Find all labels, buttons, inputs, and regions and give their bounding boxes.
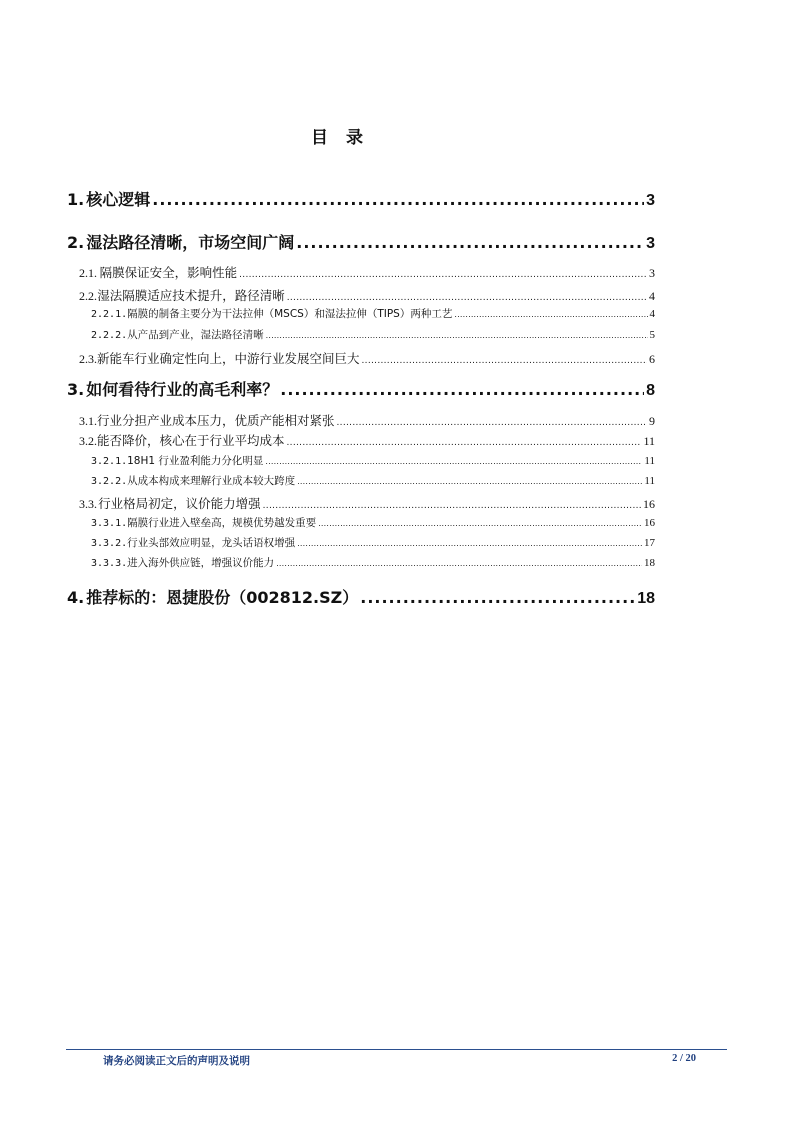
toc-entry-number: 1.: [67, 190, 85, 209]
toc-dot-leader: [263, 501, 641, 511]
toc-entry-number: 3.2.: [79, 434, 97, 448]
toc-entry-title: 能否降价，核心在于行业平均成本: [97, 433, 285, 448]
toc-entry-number: 3.2.2.: [91, 476, 128, 487]
toc-dot-leader: [297, 539, 642, 548]
toc-entry-level-3[interactable]: [91, 473, 655, 488]
toc-entry-page: 6: [649, 352, 655, 366]
toc-entry-level-3[interactable]: [91, 515, 655, 530]
toc-entry-level-3[interactable]: [91, 535, 655, 550]
toc-entry-page: 3: [649, 266, 655, 280]
toc-entry-level-3[interactable]: [91, 453, 655, 468]
toc-entry-title: 核心逻辑: [86, 190, 151, 209]
toc-entry-title: 进入海外供应链，增强议价能力: [127, 557, 275, 569]
toc-entry-level-1[interactable]: [67, 377, 655, 400]
toc-entry-title: 18H1 行业盈利能力分化明显: [127, 455, 264, 467]
toc-entry-number: 2.2.2.: [91, 330, 128, 341]
toc-dot-leader: [276, 559, 642, 568]
toc-dot-leader: [280, 380, 644, 399]
toc-dot-leader: [287, 293, 647, 303]
toc-entry-page: 16: [644, 517, 655, 529]
toc-entry-number: 3.1.: [79, 414, 97, 428]
toc-dot-leader: [318, 519, 642, 528]
toc-dot-leader: [337, 418, 647, 428]
toc-entry-page: 17: [644, 537, 655, 549]
toc-dot-leader: [287, 438, 642, 448]
toc-entry-title: 隔膜行业进入壁垒高，规模优势越发重要: [127, 517, 317, 529]
toc-entry-number: 4.: [67, 588, 85, 607]
toc-entry-number: 3.: [67, 380, 85, 399]
toc-entry-title: 从成本构成来理解行业成本较大跨度: [127, 475, 296, 487]
toc-entry-title: 行业分担产业成本压力，优质产能相对紧张: [97, 413, 335, 428]
toc-entry-title: 隔膜的制备主要分为干法拉伸（MSCS）和湿法拉伸（TIPS）两种工艺: [127, 308, 453, 320]
toc-entry-page: 3: [646, 192, 655, 209]
toc-entry-number: 2.2.: [79, 289, 97, 303]
toc-entry-level-1[interactable]: [67, 230, 655, 253]
toc-entry-page: 11: [643, 434, 655, 448]
toc-entry-title: 从产品到产业，湿法路径清晰: [127, 329, 264, 341]
toc-entry-page: 3: [646, 235, 655, 252]
toc-dot-leader: [266, 331, 648, 340]
toc-dot-leader: [297, 477, 642, 486]
toc-entry-title: 湿法路径清晰，市场空间广阔: [86, 233, 295, 252]
toc-entry-page: 18: [644, 557, 655, 569]
footer-page-number: 2 / 20: [672, 1053, 696, 1064]
toc-entry-number: 3.3.3.: [91, 558, 128, 569]
toc-entry-title: 如何看待行业的高毛利率？: [86, 380, 279, 399]
toc-entry-page: 9: [649, 414, 655, 428]
toc-entry-level-2[interactable]: [79, 349, 655, 367]
toc-entry-number: 2.3.: [79, 352, 97, 366]
toc-entry-number: 2.: [67, 233, 85, 252]
toc-entry-page: 4: [649, 308, 655, 320]
toc-entry-level-1[interactable]: [67, 585, 655, 608]
toc-entry-number: 2.1.: [79, 266, 97, 280]
toc-entry-page: 4: [649, 289, 655, 303]
toc-entry-page: 11: [644, 475, 655, 487]
toc-entry-level-3[interactable]: [91, 306, 655, 321]
toc-entry-page: 16: [643, 497, 655, 511]
toc-entry-number: 3.3.1.: [91, 518, 128, 529]
toc-entry-page: 18: [637, 590, 655, 607]
toc-entry-number: 2.2.1.: [91, 309, 128, 320]
toc-entry-title: 推荐标的：恩捷股份（002812.SZ）: [86, 588, 359, 607]
toc-entry-level-1[interactable]: [67, 187, 655, 210]
footer-disclaimer: 请务必阅读正文后的声明及说明: [103, 1055, 250, 1067]
toc-dot-leader: [360, 588, 635, 607]
toc-entry-number: 3.3.: [79, 497, 97, 511]
toc-entry-level-2[interactable]: [79, 263, 655, 281]
toc-entry-page: 11: [644, 455, 655, 467]
toc-entry-level-2[interactable]: [79, 431, 655, 449]
toc-entry-level-2[interactable]: [79, 494, 655, 512]
toc-entry-number: 3.3.2.: [91, 538, 128, 549]
toc-entry-title: 行业头部效应明显，龙头话语权增强: [127, 537, 296, 549]
toc-dot-leader: [239, 270, 647, 280]
toc-dot-leader: [454, 310, 647, 319]
toc-entry-level-3[interactable]: [91, 327, 655, 342]
footer-divider: [66, 1049, 727, 1050]
toc-entry-title: 隔膜保证安全，影响性能: [99, 265, 238, 280]
toc-dot-leader: [265, 457, 642, 466]
toc-dot-leader: [296, 233, 644, 252]
toc-title: 目 录: [311, 128, 369, 148]
toc-entry-page: 8: [646, 382, 655, 399]
toc-entry-page: 5: [649, 329, 655, 341]
toc-entry-title: 湿法隔膜适应技术提升，路径清晰: [97, 288, 285, 303]
toc-entry-title: 行业格局初定，议价能力增强: [98, 496, 261, 511]
toc-dot-leader: [152, 190, 644, 209]
toc-dot-leader: [362, 356, 647, 366]
toc-entry-title: 新能车行业确定性向上，中游行业发展空间巨大: [97, 351, 360, 366]
toc-entry-level-2[interactable]: [79, 286, 655, 304]
toc-entry-level-2[interactable]: [79, 411, 655, 429]
toc-entry-number: 3.2.1.: [91, 456, 128, 467]
toc-entry-level-3[interactable]: [91, 555, 655, 570]
